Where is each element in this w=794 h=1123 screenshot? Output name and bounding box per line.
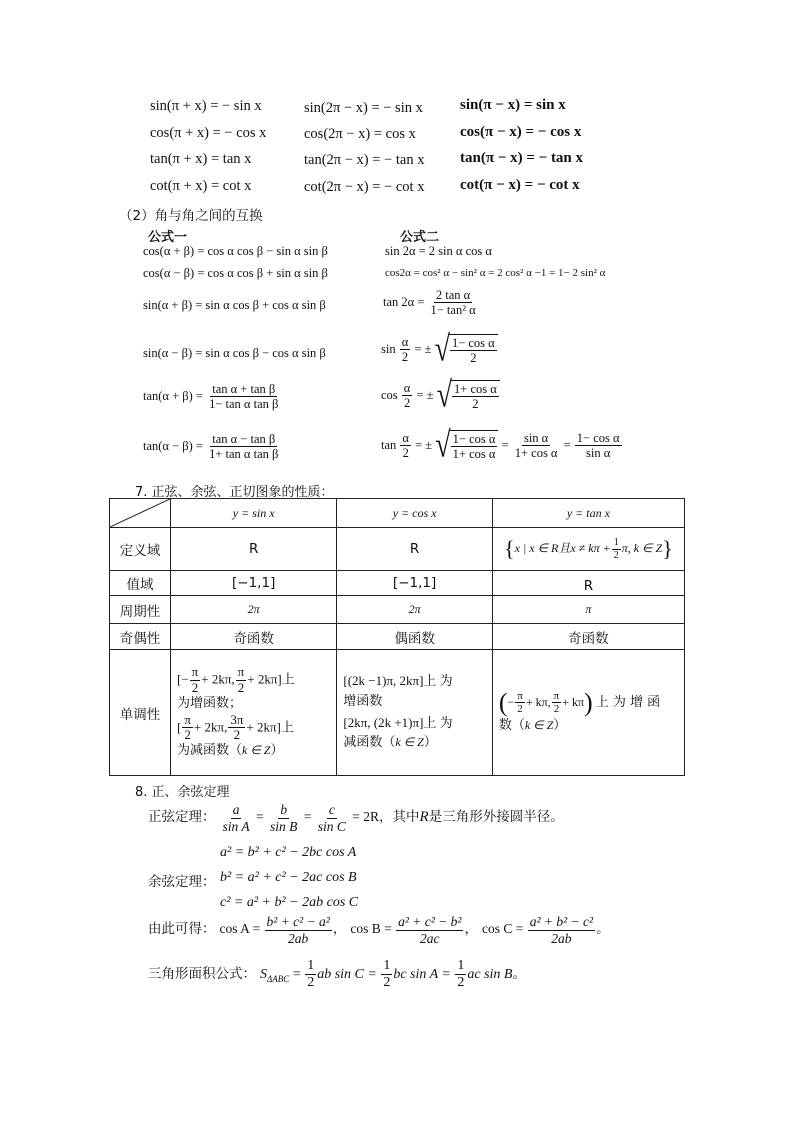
cosine-law-a: a² = b² + c² − 2bc cos A bbox=[220, 845, 357, 860]
mono-sin-decreasing-interval bbox=[177, 713, 336, 744]
derive-cosA-den: 2ab bbox=[288, 930, 309, 946]
derive-cosC-num: a² + b² − c² bbox=[529, 914, 594, 929]
tan-sum-num: tan α + tan β bbox=[212, 382, 276, 396]
mono-cos-line1: [(2k −1)π, 2kπ]上 为 bbox=[343, 672, 453, 688]
area-two-1: 2 bbox=[307, 975, 315, 991]
domain-tan-fden: 2 bbox=[613, 549, 619, 561]
formula-cos-half bbox=[381, 375, 500, 416]
sin-half-num: 1− cos α bbox=[451, 336, 495, 350]
formula-tan-half bbox=[381, 425, 623, 466]
formula-tan-diff bbox=[143, 432, 281, 462]
row-label-period: 周期性 bbox=[110, 596, 171, 624]
row-label-monotonicity: 单调性 bbox=[110, 650, 171, 776]
formula-sin-pi-plus-x: sin(π + x) = − sin x bbox=[150, 98, 262, 114]
section-7-title: 7. 正弦、余弦、正切图象的性质： bbox=[135, 485, 334, 500]
tan-half-eq3: = bbox=[563, 437, 571, 452]
mono-cos-line3: [2kπ, (2k +1)π]上 为 bbox=[343, 714, 453, 730]
mono-tan-post: + kπ bbox=[562, 694, 585, 709]
area-eq: = bbox=[292, 966, 301, 982]
mono-cos-line2: 增函数 bbox=[343, 693, 383, 709]
mono-tan-text: 上 为 增 函 bbox=[595, 694, 661, 710]
area-t1: ab sin C = bbox=[317, 966, 377, 982]
tan-sum-den: 1− tan α tan β bbox=[209, 397, 279, 412]
derive-cosA-lhs: cos A = bbox=[219, 921, 261, 937]
area-S: S bbox=[260, 966, 267, 982]
derive-cosB bbox=[350, 914, 464, 946]
area-two-3: 2 bbox=[457, 975, 465, 991]
mono-cos-line4: 减函数（ bbox=[343, 735, 396, 751]
sine-a: a bbox=[232, 802, 240, 817]
area-half-1: 1 bbox=[305, 958, 316, 975]
cos-half-eq: = ± bbox=[416, 387, 434, 402]
mono-sin-dec-pi: π bbox=[184, 711, 191, 727]
sin-half-den: 2 bbox=[470, 351, 477, 366]
derive-cosC bbox=[481, 914, 596, 946]
derived-label: 由此可得： bbox=[148, 921, 216, 938]
mono-tan-mid: + kπ, bbox=[525, 694, 551, 709]
mono-sin-inc-post: + 2kπ]上 bbox=[247, 671, 295, 687]
domain-tan-pre: x | x ∈ R且x ≠ kπ + bbox=[514, 540, 611, 555]
derive-comma-2: ， bbox=[464, 921, 478, 938]
period-cos: 2π bbox=[337, 596, 492, 624]
sine-note2: 是三角形外接圆半径。 bbox=[428, 809, 564, 826]
tan-double-num: 2 tan α bbox=[435, 288, 471, 302]
tan-sum-lhs: tan(α + β) = bbox=[143, 388, 203, 403]
tan-half-den3: sin α bbox=[586, 446, 611, 461]
tan-diff-lhs: tan(α − β) = bbox=[143, 438, 203, 453]
sine-R: R bbox=[419, 809, 429, 826]
table-row-parity bbox=[110, 624, 685, 650]
derive-cosC-lhs: cos C = bbox=[481, 921, 524, 937]
area-formula bbox=[260, 958, 513, 991]
sin-half-two: 2 bbox=[401, 350, 409, 365]
tan-double-den: 1− tan² α bbox=[430, 303, 476, 318]
domain-cos: R bbox=[337, 528, 492, 571]
area-two-2: 2 bbox=[383, 975, 391, 991]
formula-cos-pi-plus-x: cos(π + x) = − cos x bbox=[150, 125, 267, 141]
tan-half-num: 1− cos α bbox=[452, 432, 496, 446]
mono-sin-inc-pi2: π bbox=[237, 663, 245, 679]
mono-tan-two: 2 bbox=[517, 703, 523, 716]
formula-tan-2pi-minus-x: tan(2π − x) = − tan x bbox=[304, 152, 425, 168]
mono-tan-interval: (− $\frac{\pi}{2}$ + kπ, $\frac{\pi}{2}$ + kπ) 上 为 增 函 bbox=[498, 687, 661, 717]
table-row-range bbox=[110, 571, 685, 596]
tan-half-two: 2 bbox=[402, 446, 409, 461]
formula-sin-pi-minus-x: sin(π − x) = sin x bbox=[460, 97, 566, 113]
period-sin: 2π bbox=[171, 596, 337, 624]
mono-sin-increasing-interval bbox=[177, 665, 336, 696]
mono-tan-pi: π bbox=[517, 689, 523, 702]
sine-b: b bbox=[280, 802, 288, 817]
mono-sin-dec-k: k ∈ Z bbox=[242, 743, 271, 758]
formula-cos-pi-minus-x: cos(π − x) = − cos x bbox=[460, 124, 582, 140]
range-tan: R bbox=[492, 571, 684, 596]
formula-cot-pi-plus-x: cot(π + x) = cot x bbox=[150, 178, 252, 194]
mono-tan-k: k ∈ Z bbox=[524, 717, 554, 732]
mono-sin-dec-text-line bbox=[177, 743, 336, 760]
cosine-law-c: c² = a² + b² − 2ab cos C bbox=[220, 895, 359, 910]
cos-half-alpha: α bbox=[403, 381, 411, 395]
table-row-domain bbox=[110, 528, 685, 571]
cosine-law-b: b² = a² + c² − 2ac cos B bbox=[220, 870, 357, 885]
derive-cosB-lhs: cos B = bbox=[350, 921, 392, 937]
domain-tan-fnum: 1 bbox=[613, 537, 619, 548]
section-2-title: （2）角与角之间的互换 bbox=[119, 208, 263, 224]
sine-sinB: sin B bbox=[270, 818, 298, 834]
area-t2: bc sin A = bbox=[393, 966, 451, 982]
triangle-area-formula bbox=[148, 958, 526, 991]
derive-cosC-den: 2ab bbox=[551, 930, 572, 946]
formula-cos-diff: cos(α − β) = cos α cos β + sin α sin β bbox=[143, 266, 328, 280]
cos-half-sqrt: √ $\frac{\text{1+ cos α}}{2}$ bbox=[437, 380, 500, 412]
mono-sin-dec-text: 为减函数（ bbox=[177, 743, 243, 759]
mono-tan-pre: − bbox=[507, 694, 515, 709]
sin-half-sqrt: √ $\frac{\text{1− cos α}}{2}$ bbox=[435, 334, 498, 366]
formula-two-label: 公式二 bbox=[400, 230, 440, 245]
mono-sin-dec-pre: [ bbox=[177, 718, 182, 734]
table-row-monotonicity bbox=[110, 650, 685, 776]
formula-tan-sum bbox=[143, 382, 281, 412]
sin-half-alpha: α bbox=[401, 335, 409, 349]
cos-half-num: 1+ cos α bbox=[454, 382, 497, 396]
area-period: 。 bbox=[512, 965, 526, 982]
period-tan: π bbox=[492, 596, 684, 624]
row-label-parity: 奇偶性 bbox=[110, 624, 171, 650]
cos-half-two: 2 bbox=[403, 396, 411, 411]
formula-cot-2pi-minus-x: cot(2π − x) = − cot x bbox=[304, 179, 425, 195]
table-header-row bbox=[110, 499, 685, 528]
parity-sin: 奇函数 bbox=[171, 624, 337, 650]
derive-cosA bbox=[219, 914, 333, 946]
tan-double-lhs: tan 2α = bbox=[383, 294, 425, 309]
mono-sin bbox=[171, 650, 337, 776]
mono-sin-dec-close: ） bbox=[270, 743, 284, 759]
mono-tan-close: ） bbox=[553, 717, 567, 733]
formula-cos-sum: cos(α + β) = cos α cos β − sin α sin β bbox=[143, 244, 328, 258]
area-t3: ac sin B bbox=[467, 966, 513, 982]
sine-sinA: sin A bbox=[222, 818, 250, 834]
mono-tan bbox=[492, 650, 684, 776]
mono-sin-inc-mid: + 2kπ, bbox=[201, 671, 235, 687]
mono-sin-dec-2: 2 bbox=[184, 727, 191, 743]
parity-tan: 奇函数 bbox=[492, 624, 684, 650]
cos-half-den: 2 bbox=[472, 397, 479, 412]
row-label-range: 值域 bbox=[110, 571, 171, 596]
derived-cosines bbox=[148, 914, 610, 946]
sine-tail: = 2R bbox=[352, 809, 380, 825]
area-half-3: 1 bbox=[455, 958, 466, 975]
parity-cos: 偶函数 bbox=[337, 624, 492, 650]
derive-cosA-num: b² + c² − a² bbox=[266, 914, 330, 929]
header-sin: y = sin x bbox=[171, 499, 337, 528]
mono-sin-inc-pre: [− bbox=[177, 671, 189, 687]
mono-tan-text2-wrap bbox=[499, 716, 684, 736]
formula-sin-2pi-minus-x: sin(2π − x) = − sin x bbox=[304, 100, 423, 116]
mono-cos-line4-wrap bbox=[343, 733, 491, 754]
formula-one-label: 公式一 bbox=[148, 230, 188, 245]
formula-cot-pi-minus-x: cot(π − x) = − cot x bbox=[460, 177, 580, 193]
mono-cos bbox=[337, 650, 492, 776]
tan-half-alpha: α bbox=[402, 431, 409, 445]
mono-cos-close: ） bbox=[423, 735, 437, 751]
section-8-title: 8. 正、余弦定理 bbox=[135, 785, 230, 800]
tan-half-num2: sin α bbox=[523, 431, 549, 445]
mono-sin-inc-2: 2 bbox=[191, 679, 199, 695]
mono-sin-dec-mid: + 2kπ, bbox=[193, 718, 228, 734]
sin-half-eq: = ± bbox=[414, 341, 432, 356]
formula-cos-double: cos2α = cos² α − sin² α = 2 cos² α −1 = 1− 2 sin² α bbox=[385, 267, 606, 279]
table-corner-cell bbox=[110, 499, 171, 528]
formula-cos-2pi-minus-x: cos(2π − x) = cos x bbox=[304, 126, 416, 142]
derive-cosB-den: 2ac bbox=[420, 930, 440, 946]
tan-half-den: 1+ cos α bbox=[452, 447, 496, 462]
formula-tan-pi-minus-x: tan(π − x) = − tan x bbox=[460, 150, 584, 166]
sine-note: ，其中 bbox=[379, 809, 420, 826]
range-cos: [−1,1] bbox=[337, 571, 492, 596]
tan-half-den2: 1+ cos α bbox=[514, 446, 558, 461]
formula-sin-double: sin 2α = 2 sin α cos α bbox=[385, 244, 492, 258]
sine-law-formula: $\frac{a}{\text{sin A}}$ = $\frac{b}{\text{sin B}}$ = $\frac{c}{\text{sin C}}$ = 2R bbox=[222, 802, 380, 834]
tan-half-num3: 1− cos α bbox=[576, 431, 620, 445]
cos-half-lhs: cos bbox=[381, 387, 398, 402]
cosine-law-label: 余弦定理： bbox=[148, 874, 216, 890]
tan-half-eq: = ± bbox=[415, 437, 433, 452]
area-sub: ΔABC bbox=[267, 973, 290, 984]
range-sin: [−1,1] bbox=[171, 571, 337, 596]
formula-sin-half bbox=[381, 329, 498, 370]
table-row-period bbox=[110, 596, 685, 624]
mono-cos-k: k ∈ Z bbox=[395, 735, 424, 750]
tan-half-sqrt: √ $\frac{\text{1− cos α}}{\text{1+ cos α}}$ bbox=[435, 430, 498, 462]
header-cos: y = cos x bbox=[337, 499, 492, 528]
domain-tan-post: π, k ∈ Z bbox=[621, 540, 663, 555]
sine-law bbox=[148, 802, 564, 834]
sine-law-label: 正弦定理： bbox=[148, 809, 216, 826]
mono-sin-dec-3pi: 3π bbox=[230, 711, 244, 727]
tan-half-eq2: = bbox=[501, 437, 509, 452]
formula-sin-diff: sin(α − β) = sin α cos β − cos α sin β bbox=[143, 346, 326, 360]
diagonal-line bbox=[110, 499, 170, 527]
sine-c: c bbox=[328, 802, 335, 817]
area-half-2: 1 bbox=[381, 958, 392, 975]
derive-period: 。 bbox=[596, 921, 610, 938]
tan-half-lhs: tan bbox=[381, 437, 397, 452]
formula-tan-pi-plus-x: tan(π + x) = tan x bbox=[150, 151, 252, 167]
header-tan: y = tan x bbox=[492, 499, 684, 528]
mono-sin-dec-post: + 2kπ]上 bbox=[246, 718, 294, 734]
tan-diff-den: 1+ tan α tan β bbox=[209, 447, 279, 462]
tan-diff-num: tan α − tan β bbox=[212, 432, 276, 446]
mono-tan-pi2: π bbox=[553, 689, 560, 702]
mono-sin-inc-text: 为增函数； bbox=[177, 695, 243, 711]
derive-cosB-num: a² + c² − b² bbox=[398, 914, 462, 929]
formula-tan-double bbox=[383, 288, 479, 318]
mono-tan-two2: 2 bbox=[553, 703, 560, 716]
sine-sinC: sin C bbox=[317, 818, 346, 834]
area-label: 三角形面积公式： bbox=[148, 965, 256, 982]
domain-sin: R bbox=[171, 528, 337, 571]
mono-sin-dec-32: 2 bbox=[233, 727, 241, 743]
mono-sin-inc-22: 2 bbox=[237, 679, 245, 695]
trig-properties-table bbox=[109, 498, 685, 776]
derive-comma-1: ， bbox=[332, 921, 347, 938]
row-label-domain: 定义域 bbox=[110, 528, 171, 571]
mono-tan-text2: 数（ bbox=[498, 717, 525, 733]
domain-tan: {x | x ∈ R且x ≠ kπ + $\frac{1}{2}$ π, k ∈ Z} bbox=[492, 528, 684, 571]
formula-sin-sum: sin(α + β) = sin α cos β + cos α sin β bbox=[143, 298, 326, 312]
sin-half-lhs: sin bbox=[381, 341, 396, 356]
mono-sin-inc-pi: π bbox=[191, 663, 199, 679]
